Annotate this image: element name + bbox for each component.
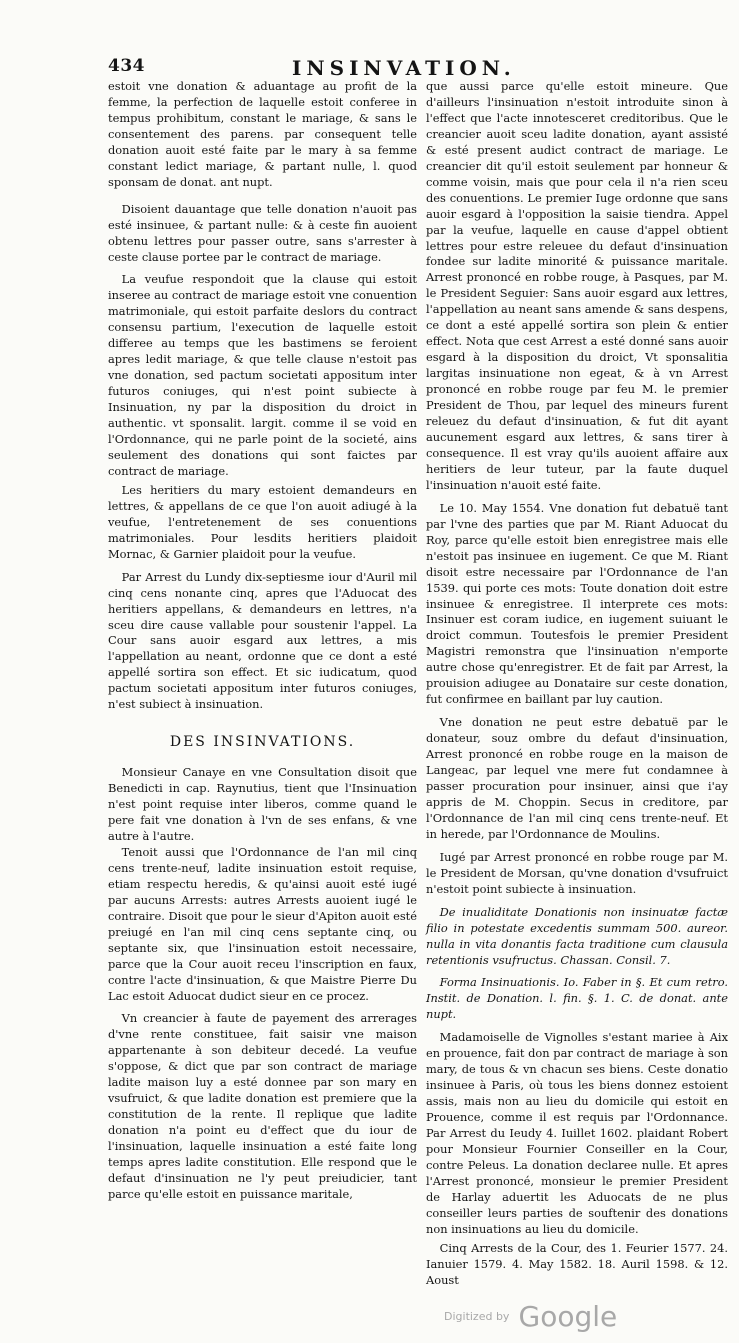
paragraph: Tenoit aussi que l'Ordonnance de l'an mil cinq cens trente-neuf, ladite insinuation estoit requise, etiam respectu heredis, & qu'ainsi auoit esté iugé par aucuns Arrests: autres Arrests auoient iugé le contraire. Disoit que pour le sieur d'Apiton auoit esté preiugé en l'an mil cinq cens septante cinq, ou septante six, que l'insinuation estoit necessaire, parce que la Cour auoit receu l'inscription en faux, contre l'acte d'insinuation, & que Maistre Pierre Du Lac estoit Aduocat dudict sieur en ce procez.: [108, 844, 417, 1003]
paragraph: Madamoiselle de Vignolles s'estant mariee à Aix en prouence, fait don par contract de mariage à son mary, de tous & vn chacun ses biens. Ceste donatio insinuee à Paris, où tous les biens donnez estoient assis, mais non au lieu du domicile qui estoit en Prouence, comme il est requis par l'Ordonnance. Par Arrest du Ieudy 4. Iuillet 1602. plaidant Robert pour Monsieur Fournier Conseiller en la Cour, contre Peleus. La donation declaree nulle. Et apres l'Arrest prononcé, monsieur le premier President de Harlay aduertit les Aduocats de ne plus conseiller leurs parties de souftenir des donations non insinuations au lieu du domicile.: [426, 1030, 728, 1236]
paragraph: estoit vne donation & aduantage au profit de la femme, la perfection de laquelle estoit conferee in tempus prohibitum, constant le mariage, & sans le consentement des parens. par consequent telle donation auoit esté faite par le mary à sa femme constant ledict mariage, & partant nulle, l. quod sponsam de donat. ant nupt.: [108, 79, 417, 189]
page-number: 434: [108, 56, 145, 76]
paragraph: Forma Insinuationis. Io. Faber in §. Et cum retro. Instit. de Donation. l. fin. §. 1. C. de donat. ante nupt.: [426, 975, 728, 1022]
right-column: [426, 79, 728, 1289]
google-watermark: [444, 1300, 617, 1333]
digitized-label: Digitized by: [444, 1310, 510, 1323]
paragraph: Par Arrest du Lundy dix-septiesme iour d'Auril mil cinq cens nonante cinq, apres que l'Aduocat des heritiers appellans, & demandeurs en lettres, n'a sceu dire cause vallable pour soustenir l'appel. La Cour sans auoir esgard aux lettres, a mis l'appellation au neant, ordonne que ce dont a esté appellé sortira son effect. Et sic iudicatum, quod pactum societati appositum inter futuros coniuges, n'est subiect à insinuation.: [108, 569, 417, 712]
paragraph: Cinq Arrests de la Cour, des 1. Feurier 1577. 24. Ianuier 1579. 4. May 1582. 18. Auril 1598. & 12. Aoust: [426, 1240, 728, 1287]
paragraph: La veufue respondoit que la clause qui estoit inseree au contract de mariage estoit vne conuention matrimoniale, qui estoit parfaite deslors du contract consensu partium, l'execution de laquelle estoit differee au temps que les bastimens se feroient apres ledit mariage, & que telle clause n'estoit pas vne donation, sed pactum societati appositum inter futuros coniuges, qui n'est point subiecte à Insinuation, ny par la disposition du droict in authentic. vt sponsalit. largit. comme il se void en l'Ordonnance, qui ne parle point de la societé, ains seulement des donations qui sont faictes par contract de mariage.: [108, 272, 417, 478]
paragraph: Disoient dauantage que telle donation n'auoit pas esté insinuee, & partant nulle: & à ceste fin auoient obtenu lettres pour passer outre, sans s'arrester à ceste clause portee par le contract de mariage.: [108, 201, 417, 264]
paragraph: Vne donation ne peut estre debatuë par le donateur, souz ombre du defaut d'insinuation, Arrest prononcé en robbe rouge en la maison de Langeac, par lequel vne mere fut condamnee à passer procuration pour insinuer, ainsi que i'ay appris de M. Choppin. Secus in creditore, par l'Ordonnance de l'an mil cinq cens trente-neuf. Et in herede, par l'Ordonnance de Moulins.: [426, 715, 728, 841]
paragraph: Les heritiers du mary estoient demandeurs en lettres, & appellans de ce que l'on auoit adiugé à la veufue, l'entretenement de ses conuentions matrimoniales. Pour lesdits heritiers plaidoit Mornac, & Garnier plaidoit pour la veufue.: [108, 482, 417, 561]
paragraph: Le 10. May 1554. Vne donation fut debatuë tant par l'vne des parties que par M. Riant Aduocat du Roy, parce qu'elle estoit bien enregistree mais elle n'estoit pas insinuee en iugement. Ce que M. Riant disoit estre necessaire par l'Ordonnance de l'an 1539. qui porte ces mots: Toute donation doit estre insinuee & enregistree. Il interprete ces mots: Insinuer est coram iudice, en iugement suiuant le droict commun. Toutesfois le premier President Magistri remonstra que l'insinuation n'emporte autre chose qu'enregistrer. Et de fait par Arrest, la prouision adiugee au Donataire sur ceste donation, fut confirmee en baillant par luy caution.: [426, 500, 728, 707]
running-title: INSINVATION.: [292, 56, 516, 80]
left-column: [108, 79, 417, 1203]
paragraph: que aussi parce qu'elle estoit mineure. Que d'ailleurs l'insinuation n'estoit introduite sinon à l'effect que l'acte innotesceret creditoribus. Que le creancier auoit sceu ladite donation, ayant assisté & esté present audict contract de mariage. Le creancier dit qu'il estoit seulement par honneur & comme voisin, mais que pour cela il n'a rien sceu des conuentions. Le premier Iuge ordonne que sans auoir esgard à l'opposition la saisie tiendra. Appel par la veufue, laquelle en cause d'appel obtient lettres pour estre releuee du defaut d'insinuation fondee sur ladite minorité & puissance maritale. Arrest prononcé en robbe rouge, à Pasques, par M. le President Seguier: Sans auoir esgard aux lettres, l'appellation au neant sans amende & sans despens, ce dont a esté appellé sortira son plein & entier effect. Nota que cest Arrest a esté donné sans auoir esgard à la disposition du droict, Vt sponsalitia largitas insinuatione non egeat, & à vn Arrest prononcé en robbe rouge par feu M. le premier President de Thou, par lequel des mineurs furent releuez du defaut d'insinuation, & fut dit ayant aucunement esgard aux lettres, & sans tirer à consequence. Il est vray qu'ils auoient affaire aux heritiers de leur tuteur, par la faute duquel l'insinuation n'auoit esté faite.: [426, 79, 728, 492]
paragraph: De inualiditate Donationis non insinuatæ factæ filio in potestate excedentis summam 500. aureor. nulla in vita donantis facta traditione cum clausula retentionis vsufructus. Chassan. Consil. 7.: [426, 904, 728, 967]
paragraph: Vn creancier à faute de payement des arrerages d'vne rente constituee, fait saisir vne maison appartenante à son debiteur decedé. La veufue s'oppose, & dict que par son contract de mariage ladite maison luy a esté donnee par son mary en vsufruict, & que ladite donation est premiere que la constitution de la rente. Il replique que ladite donation n'a point eu d'effect que du iour de l'insinuation, laquelle insinuation a esté faite long temps apres ladite constitution. Elle respond que le defaut d'insinuation ne l'y peut preiudicier, tant parce qu'elle estoit en puissance maritale,: [108, 1011, 417, 1201]
section-heading: DES INSINVATIONS.: [169, 734, 356, 751]
google-logo: Google: [518, 1300, 618, 1333]
paragraph: Iugé par Arrest prononcé en robbe rouge par M. le President de Morsan, qu'vne donation d'vsufruict n'estoit point subiecte à insinuation.: [426, 849, 728, 896]
paragraph: Monsieur Canaye en vne Consultation disoit que Benedicti in cap. Raynutius, tient que l'Insinuation n'est point requise inter liberos, comme quand le pere fait vne donation à l'vn de ses enfans, & vne autre à l'autre.: [108, 765, 417, 843]
